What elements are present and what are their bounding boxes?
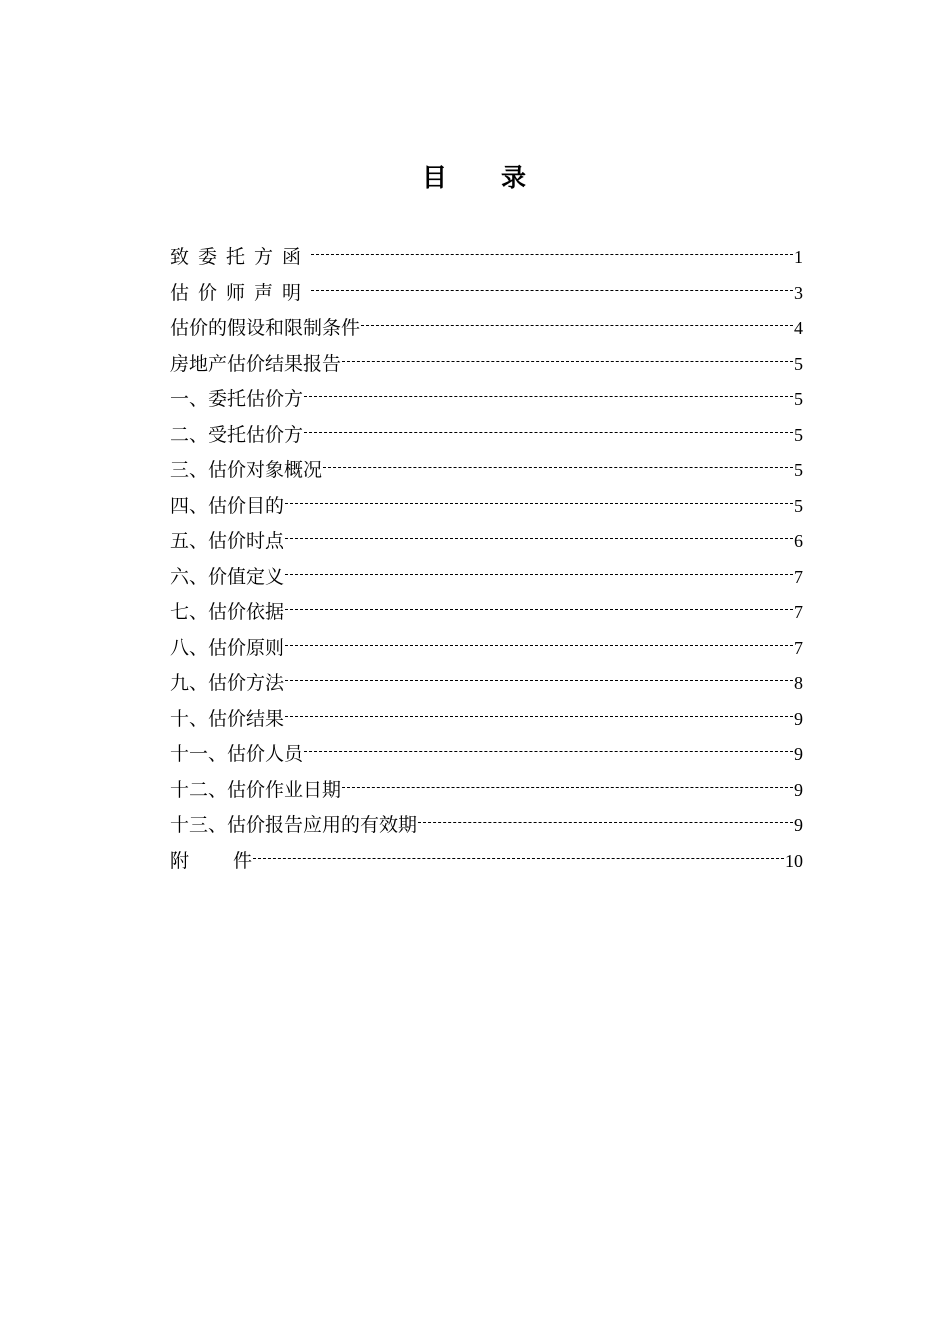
toc-entry-page: 1 — [794, 247, 803, 267]
toc-leader — [304, 751, 793, 752]
toc-entry[interactable] — [170, 311, 803, 347]
toc-entry-page: 9 — [794, 708, 803, 729]
toc-leader — [285, 609, 793, 610]
toc-entry[interactable] — [170, 844, 803, 880]
toc-entry-label: 六、价值定义 — [170, 565, 285, 588]
toc-entry-label: 十一、估价人员 — [170, 743, 304, 765]
toc-entry[interactable] — [170, 347, 803, 383]
toc-entry-label: 十、估价结果 — [170, 707, 285, 730]
toc-leader — [285, 645, 793, 646]
toc-entry-label: 三、估价对象概况 — [170, 459, 323, 481]
toc-entry-page: 3 — [794, 282, 803, 303]
toc-entry[interactable] — [170, 560, 803, 596]
toc-leader — [361, 325, 793, 326]
toc-leader — [311, 290, 793, 291]
toc-entry-label: 估价的假设和限制条件 — [170, 317, 361, 339]
toc-entry[interactable] — [170, 773, 803, 809]
toc-entry-page: 5 — [794, 353, 803, 374]
toc-entry-page: 5 — [794, 389, 803, 409]
toc-entry-page: 8 — [794, 673, 803, 693]
toc-entry-page: 4 — [794, 318, 803, 338]
toc-entry-label: 五、估价时点 — [170, 530, 285, 552]
toc-entry-label: 九、估价方法 — [170, 672, 285, 694]
toc-leader — [418, 822, 793, 823]
toc-entry[interactable] — [170, 489, 803, 525]
toc-entry[interactable] — [170, 666, 803, 702]
title-char-1: 目 — [421, 163, 449, 192]
toc-entry-page: 6 — [794, 531, 803, 551]
toc-entry-label-part-2: 件 — [233, 849, 253, 872]
table-of-contents — [170, 240, 803, 879]
toc-entry-page: 5 — [794, 424, 803, 445]
toc-leader — [342, 787, 793, 788]
toc-entry-label: 四、估价目的 — [170, 494, 285, 517]
toc-entry-label: 房地产估价结果报告 — [170, 352, 342, 375]
toc-entry-label: 一、委托估价方 — [170, 388, 304, 410]
toc-leader — [285, 716, 793, 717]
toc-entry-label — [170, 844, 252, 880]
toc-leader — [304, 396, 793, 397]
toc-entry-label: 估价师声明 — [170, 281, 311, 304]
toc-entry-label: 十三、估价报告应用的有效期 — [170, 814, 418, 836]
toc-entry-label: 致委托方函 — [170, 246, 311, 268]
toc-leader — [342, 361, 793, 362]
page-title — [0, 158, 950, 194]
toc-entry-page: 5 — [794, 460, 803, 480]
toc-entry[interactable] — [170, 240, 803, 276]
toc-entry-page: 9 — [794, 744, 803, 764]
toc-entry-label: 八、估价原则 — [170, 636, 285, 659]
toc-entry[interactable] — [170, 737, 803, 773]
toc-entry-page: 9 — [794, 779, 803, 800]
toc-entry-page: 10 — [785, 850, 803, 871]
toc-leader — [285, 538, 793, 539]
toc-leader — [253, 858, 784, 859]
toc-entry-page: 7 — [794, 637, 803, 658]
toc-entry-page: 9 — [794, 815, 803, 835]
toc-entry-page: 7 — [794, 566, 803, 587]
toc-entry[interactable] — [170, 702, 803, 738]
toc-entry[interactable] — [170, 631, 803, 667]
toc-entry[interactable] — [170, 382, 803, 418]
toc-entry[interactable] — [170, 418, 803, 454]
toc-entry[interactable] — [170, 276, 803, 312]
toc-entry-label: 十二、估价作业日期 — [170, 778, 342, 801]
toc-entry-label: 二、受托估价方 — [170, 423, 304, 446]
toc-leader — [311, 254, 793, 255]
toc-leader — [323, 467, 793, 468]
toc-entry-page: 7 — [794, 602, 803, 622]
toc-leader — [285, 680, 793, 681]
toc-entry[interactable] — [170, 524, 803, 560]
title-char-2: 录 — [501, 163, 529, 192]
toc-entry[interactable] — [170, 595, 803, 631]
toc-leader — [285, 503, 793, 504]
toc-entry-page: 5 — [794, 495, 803, 516]
toc-leader — [304, 432, 793, 433]
toc-entry-label-part-1: 附 — [170, 849, 190, 872]
toc-entry[interactable] — [170, 808, 803, 844]
toc-leader — [285, 574, 793, 575]
toc-entry[interactable] — [170, 453, 803, 489]
toc-entry-label: 七、估价依据 — [170, 601, 285, 623]
